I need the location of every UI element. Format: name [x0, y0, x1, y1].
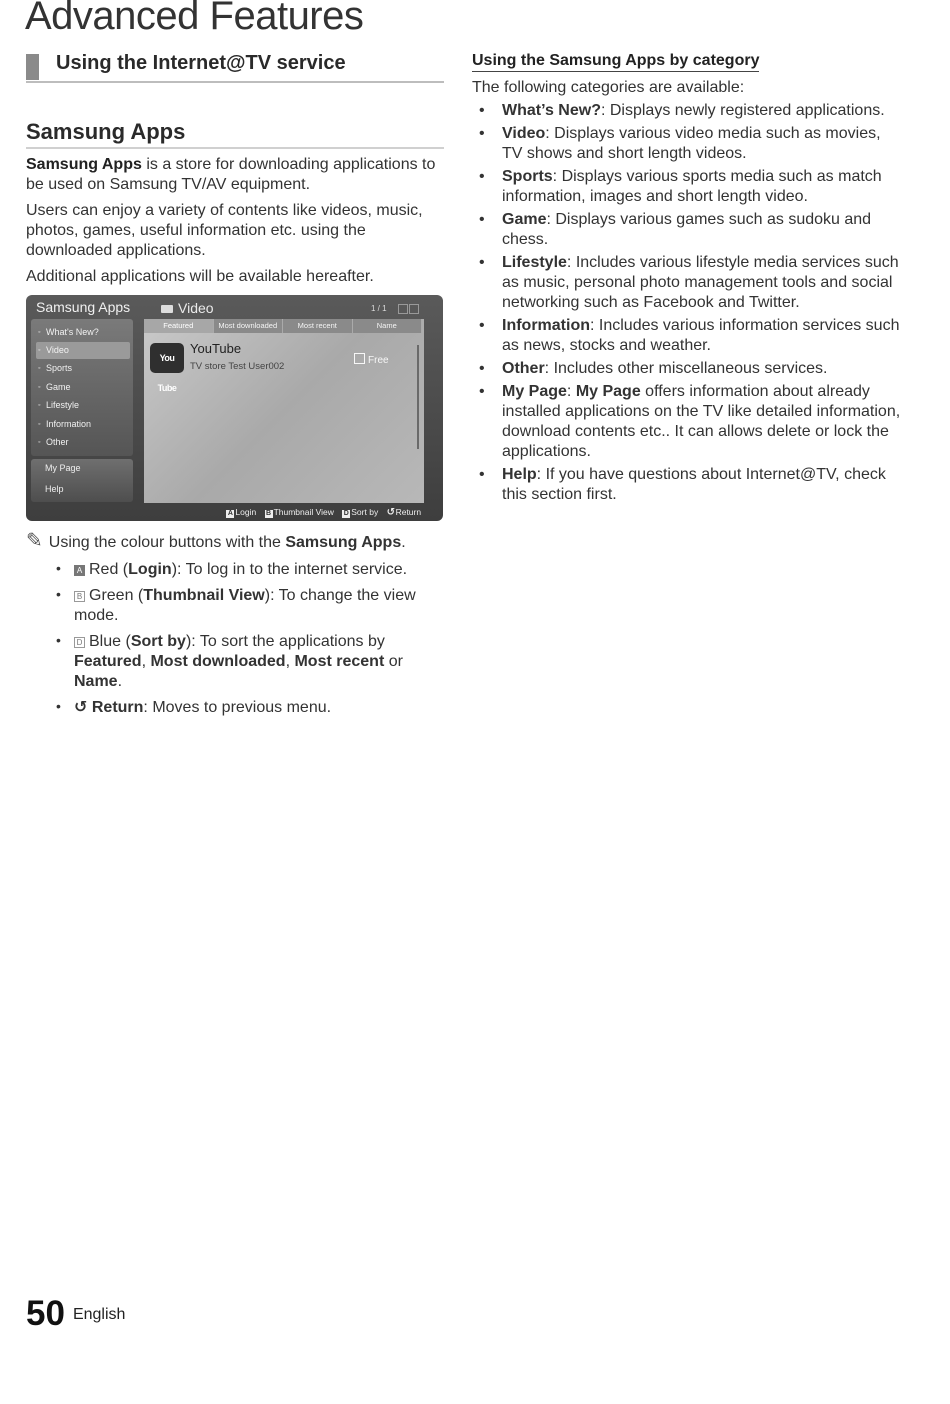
page-number: 50 — [26, 1294, 65, 1333]
left-column — [26, 50, 444, 521]
subheading-samsung-apps: Samsung Apps — [26, 119, 444, 149]
list-item: • B Green (Thumbnail View): To change the view mode. — [26, 586, 444, 626]
key-d-icon: D — [74, 637, 85, 648]
key-b-icon: B — [74, 591, 85, 602]
key-desc: : To sort the applications by — [191, 633, 385, 650]
app-price — [354, 353, 389, 366]
category-heading: Using the Samsung Apps by category — [472, 52, 759, 72]
section-bar — [26, 54, 39, 80]
color-button-list — [26, 560, 444, 718]
key-action: Thumbnail View — [143, 587, 265, 604]
list-item — [472, 316, 902, 356]
tab-name[interactable]: Name — [353, 319, 423, 333]
sort-option: Most recent — [294, 653, 385, 670]
menu-item-information[interactable]: ◦ Information — [36, 416, 130, 433]
category-intro: The following categories are available: — [472, 79, 745, 96]
category-desc: : Displays newly registered applications. — [600, 102, 885, 119]
category-name-inline: My Page — [575, 383, 641, 400]
page-title: Advanced Features — [25, 0, 364, 38]
note-intro-end: . — [401, 534, 406, 551]
category-desc: offers information about already installed applications on the TV like detailed information, download contents etc.. It can allows delete or lock the applications. — [502, 383, 901, 460]
category-desc: : Includes various information services such as news, stocks and weather. — [502, 317, 900, 354]
list-view-icon — [409, 304, 419, 314]
thumbnail-view-button-label[interactable]: Thumbnail View — [273, 507, 334, 517]
category-name: My Page — [502, 383, 567, 400]
sort-option: Most downloaded — [150, 653, 286, 670]
paragraph-3: Additional applications will be available hereafter. — [26, 268, 374, 285]
key-a-icon: A — [74, 565, 85, 576]
category-name: Help — [502, 466, 537, 483]
color-button-bar — [26, 503, 443, 521]
list-item — [26, 698, 444, 718]
youtube-logo[interactable]: You Tube — [150, 343, 184, 373]
note-intro: Using the colour buttons with the — [48, 534, 286, 551]
category-desc: : Displays various video media such as movies, TV shows and short length videos. — [502, 125, 881, 162]
return-button-label[interactable]: Return — [395, 507, 422, 517]
price-tag-icon — [354, 353, 365, 364]
sort-option: Featured — [74, 653, 142, 670]
list-item — [472, 253, 902, 313]
list-item — [472, 101, 902, 121]
category-desc: : Displays various games such as sudoku and chess. — [502, 211, 872, 248]
screen-title: Samsung Apps — [36, 299, 131, 315]
screen-category-label: Video — [178, 300, 214, 316]
list-item — [472, 167, 902, 207]
category-name: Game — [502, 211, 547, 228]
category-list — [472, 101, 902, 505]
grid-view-icon — [398, 304, 408, 314]
tab-featured[interactable]: Featured — [144, 319, 214, 333]
category-desc: : Includes various lifestyle media services such as music, personal photo management tools and social networking such as Facebook and Twitter. — [502, 254, 899, 311]
app-name[interactable]: YouTube — [190, 341, 242, 356]
login-button-label[interactable]: Login — [235, 507, 257, 517]
section-heading-text: Using the Internet@TV service — [56, 52, 346, 74]
menu-item-sports[interactable]: ◦ Sports — [36, 360, 130, 377]
tab-most-downloaded[interactable]: Most downloaded — [214, 319, 284, 333]
scrollbar[interactable] — [417, 345, 419, 449]
page-count: 1 / 1 — [371, 304, 387, 313]
category-name: Other — [502, 360, 545, 377]
paragraph-1-bold: Samsung Apps — [26, 156, 142, 173]
category-desc: : Includes other miscellaneous services. — [544, 360, 828, 377]
button-d-icon: D — [343, 510, 349, 517]
screen-category — [161, 300, 214, 316]
sort-by-button-label[interactable]: Sort by — [351, 507, 379, 517]
menu-item-help[interactable]: Help — [45, 484, 64, 494]
note-heading — [26, 530, 444, 554]
list-item — [472, 465, 902, 505]
account-menu — [31, 459, 133, 502]
list-item — [472, 382, 902, 462]
list-item: • D Blue (Sort by): To sort the applications by Featured, Most downloaded, Most recent or Name. — [26, 632, 444, 692]
menu-item-video[interactable]: ◦ Video — [36, 342, 130, 359]
key-desc: : To log in to the internet service. — [177, 561, 408, 578]
category-menu — [31, 319, 133, 456]
category-desc: : Displays various sports media such as match information, images and short length video. — [502, 168, 882, 205]
pencil-note-icon: ✎ — [26, 530, 43, 552]
samsung-apps-screenshot — [26, 295, 443, 521]
category-name: What’s New? — [502, 102, 601, 119]
sort-tabs — [144, 319, 422, 333]
video-camera-icon — [161, 305, 173, 313]
key-color: Blue — [89, 633, 122, 650]
key-action: Login — [128, 561, 172, 578]
return-desc: : Moves to previous menu. — [143, 699, 332, 716]
notes-section — [26, 530, 444, 718]
key-color: Green — [89, 587, 134, 604]
tab-most-recent[interactable]: Most recent — [283, 319, 353, 333]
menu-item-whats-new[interactable]: ◦ What's New? — [36, 324, 130, 341]
menu-item-other[interactable]: ◦ Other — [36, 434, 130, 451]
return-label: Return — [91, 699, 144, 716]
app-price-label: Free — [368, 355, 389, 366]
category-desc: : If you have questions about Internet@TV, check this section first. — [502, 466, 886, 503]
paragraph-2: Users can enjoy a variety of contents like videos, music, photos, games, useful information etc. using the downloaded applications. — [26, 202, 423, 259]
sort-option: Name — [74, 673, 118, 690]
app-subtitle: TV store Test User002 — [190, 361, 285, 372]
category-name: Lifestyle — [502, 254, 567, 271]
list-item — [472, 359, 902, 379]
list-item — [472, 210, 902, 250]
category-name: Sports — [502, 168, 553, 185]
key-action: Sort by — [130, 633, 186, 650]
list-item: • A Red (Login): To log in to the internet service. — [26, 560, 444, 580]
key-desc: : To change the view mode. — [74, 587, 416, 624]
list-item — [472, 124, 902, 164]
section-heading — [26, 50, 444, 83]
category-name: Information — [502, 317, 590, 334]
button-b-icon: B — [266, 510, 272, 517]
page-footer — [26, 1294, 125, 1334]
page-language: English — [72, 1306, 126, 1323]
menu-item-my-page[interactable]: My Page — [45, 463, 81, 473]
category-name: Video — [502, 125, 546, 142]
menu-item-lifestyle[interactable]: ◦ Lifestyle — [36, 397, 130, 414]
paragraph-1-text: is a store for downloading applications to be used on Samsung TV/AV equipment. — [26, 156, 436, 193]
button-a-icon: A — [227, 510, 233, 517]
category-sep: : — [566, 383, 576, 400]
menu-item-game[interactable]: ◦ Game — [36, 379, 130, 396]
return-icon: ↺ — [386, 507, 395, 518]
right-column — [472, 52, 902, 505]
return-icon: ↺ — [74, 699, 88, 716]
app-list-panel — [144, 319, 424, 503]
note-intro-bold: Samsung Apps — [285, 534, 402, 551]
key-color: Red — [89, 561, 119, 578]
paragraph-1 — [26, 155, 444, 195]
